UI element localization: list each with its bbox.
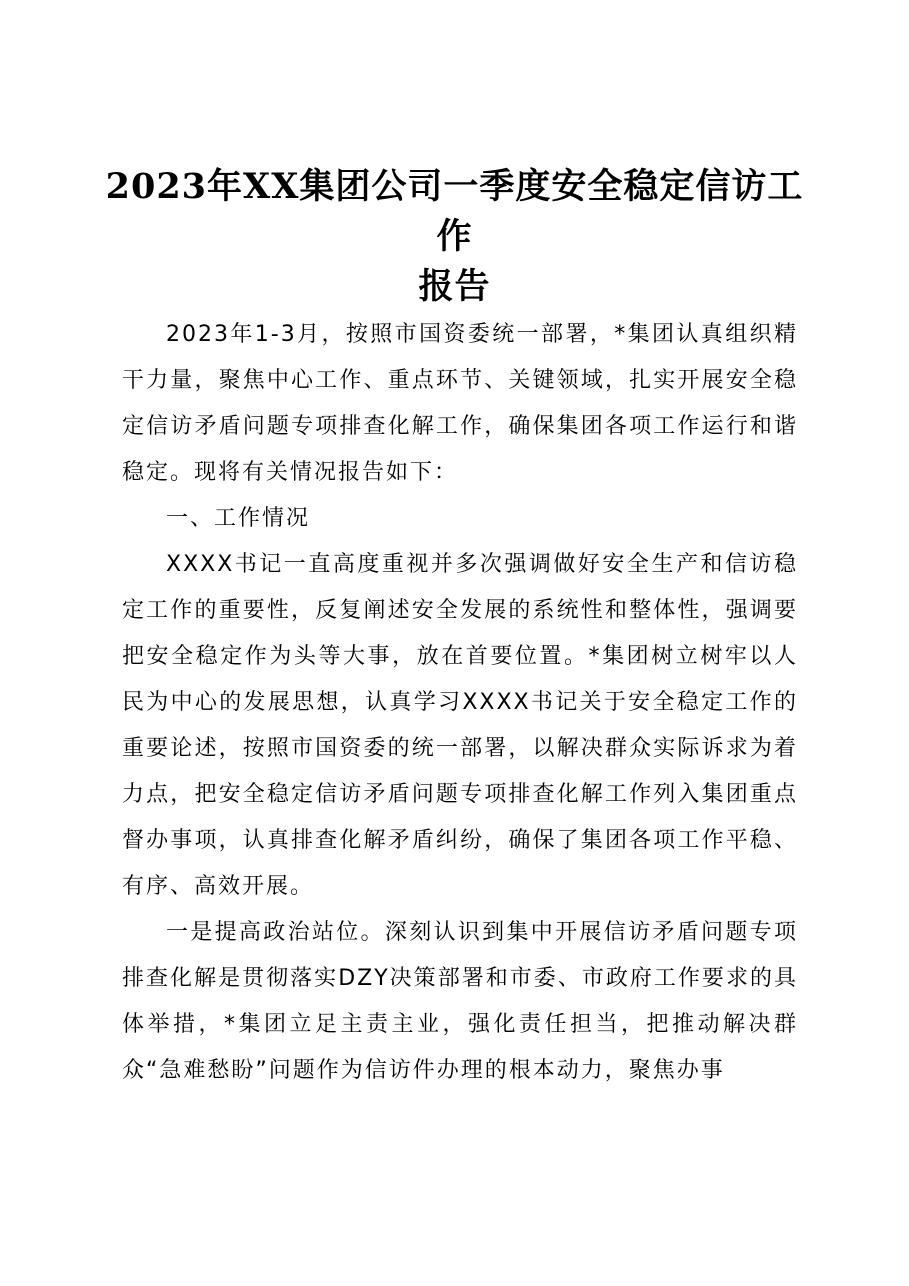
paragraph-political-stance: 一是提高政治站位。深刻认识到集中开展信访矛盾问题专项排查化解是贯彻落实DZY决策部署和市委、市政府工作要求的具体举措，*集团立足主责主业，强化责任担当，把推动解决群众“急难愁盼”问题作为信访件办理的根本动力，聚焦办事 xyxy=(122,920,798,1083)
document-body xyxy=(122,312,798,1094)
document-title xyxy=(100,162,809,312)
paragraph-intro: 2023年1-3月，按照市国资委统一部署，*集团认真组织精干力量，聚焦中心工作、重点环节、关键领域，扎实开展安全稳定信访矛盾问题专项排查化解工作，确保集团各项工作运行和谐稳定。现将有关情况报告如下： xyxy=(122,322,798,485)
title-line-1: 2023年XX集团公司一季度安全稳定信访工作 xyxy=(105,166,804,257)
paragraph-work-status: XXXX书记一直高度重视并多次强调做好安全生产和信访稳定工作的重要性，反复阐述安全发展的系统性和整体性，强调要把安全稳定作为头等大事，放在首要位置。*集团树立树牢以人民为中心的发展思想，认真学习XXXX书记关于安全稳定工作的重要论述，按照市国资委的统一部署，以解决群众实际诉求为着力点，把安全稳定信访矛盾问题专项排查化解工作列入集团重点督办事项，认真排查化解矛盾纠纷，确保了集团各项工作平稳、有序、高效开展。 xyxy=(122,552,798,899)
section-heading-work-status: 一、工作情况 xyxy=(166,506,311,531)
title-line-2: 报告 xyxy=(418,266,491,307)
